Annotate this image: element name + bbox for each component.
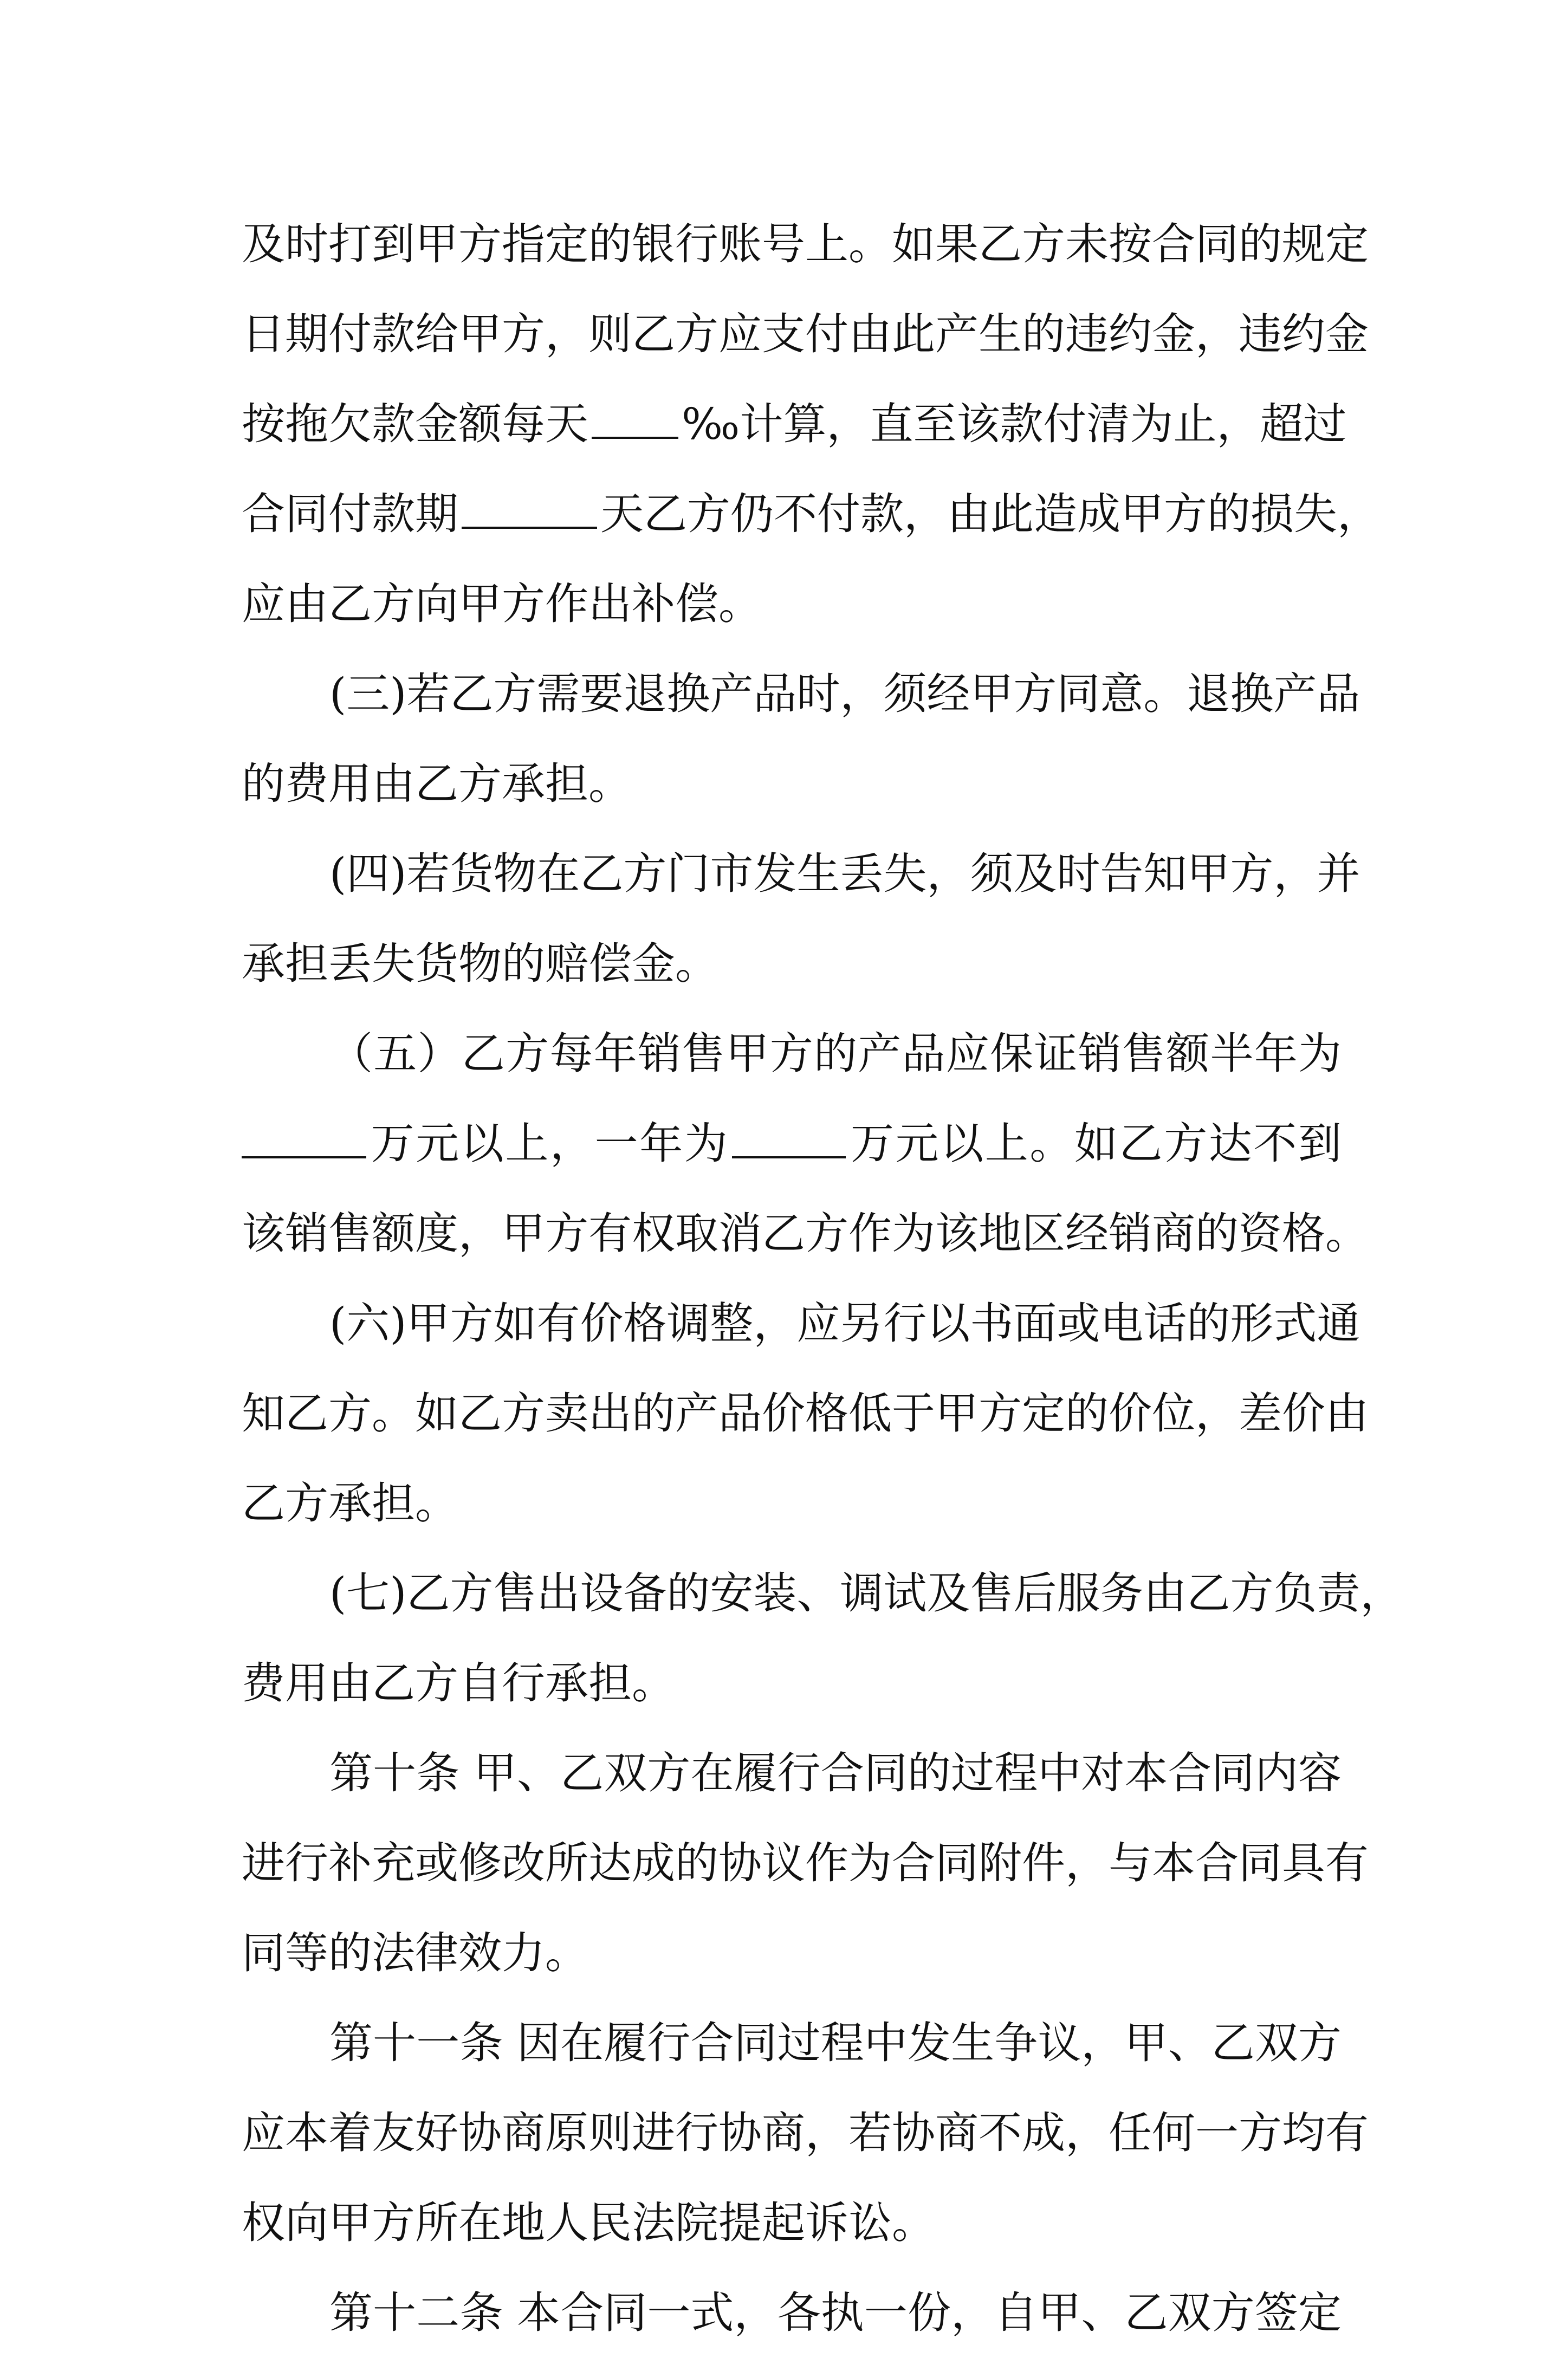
clause-four: (四)若货物在乙方门市发生丢失，须及时告知甲方，并 bbox=[329, 848, 1360, 899]
clause-five: （五）乙方每年销售甲方的产品应保证销售额半年为 bbox=[329, 1028, 1342, 1079]
paragraph-line: 应本着友好协商原则进行协商，若协商不成，任何一方均有 bbox=[242, 2108, 1369, 2158]
line-text: 按拖欠款金额每天 bbox=[242, 399, 588, 449]
line-text: 万元以上，一年为 bbox=[370, 1118, 729, 1169]
paragraph-line: 日期付款给甲方，则乙方应支付由此产生的违约金，违约金 bbox=[242, 309, 1369, 359]
line-text: 万元以上。如乙方达不到 bbox=[849, 1118, 1342, 1169]
paragraph-line-with-blank bbox=[242, 1099, 1342, 1189]
paragraph-line: 该销售额度，甲方有权取消乙方作为该地区经销商的资格。 bbox=[242, 1208, 1369, 1259]
paragraph-line: 及时打到甲方指定的银行账号上。如果乙方未按合同的规定 bbox=[242, 219, 1369, 269]
fill-in-blank bbox=[592, 404, 678, 439]
clause-seven: (七)乙方售出设备的安装、调试及售后服务由乙方负责， bbox=[329, 1568, 1404, 1618]
contract-text bbox=[242, 199, 1404, 2358]
fill-in-blank bbox=[242, 1124, 366, 1158]
clause-three: (三)若乙方需要退换产品时，须经甲方同意。退换产品 bbox=[329, 669, 1360, 719]
paragraph-line: 进行补充或修改所达成的协议作为合同附件，与本合同具有 bbox=[242, 1838, 1369, 1888]
clause-six: (六)甲方如有价格调整，应另行以书面或电话的形式通 bbox=[329, 1298, 1360, 1349]
paragraph-line: 应由乙方向甲方作出补偿。 bbox=[242, 579, 762, 629]
paragraph-line-with-blank bbox=[242, 379, 1347, 469]
article-twelve: 第十二条 本合同一式，各执一份，自甲、乙双方签定 bbox=[329, 2288, 1342, 2338]
article-ten: 第十条 甲、乙双方在履行合同的过程中对本合同内容 bbox=[329, 1748, 1342, 1798]
line-text: 天乙方仍不付款，由此造成甲方的损失， bbox=[600, 489, 1381, 539]
paragraph-line: 费用由乙方自行承担。 bbox=[242, 1658, 675, 1708]
paragraph-line: 乙方承担。 bbox=[242, 1478, 458, 1528]
line-text: ‰计算，直至该款付清为止，超过 bbox=[682, 399, 1347, 449]
paragraph-line: 同等的法律效力。 bbox=[242, 1928, 588, 1978]
line-text: 合同付款期 bbox=[242, 489, 458, 539]
article-eleven: 第十一条 因在履行合同过程中发生争议，甲、乙双方 bbox=[329, 2018, 1342, 2068]
fill-in-blank bbox=[462, 494, 597, 529]
paragraph-line: 知乙方。如乙方卖出的产品价格低于甲方定的价位，差价由 bbox=[242, 1388, 1369, 1439]
fill-in-blank bbox=[732, 1124, 846, 1158]
paragraph-line: 权向甲方所在地人民法院提起诉讼。 bbox=[242, 2198, 935, 2248]
paragraph-line: 的费用由乙方承担。 bbox=[242, 759, 632, 809]
paragraph-line-with-blank bbox=[242, 469, 1381, 559]
paragraph-line: 承担丢失货物的赔偿金。 bbox=[242, 938, 718, 989]
